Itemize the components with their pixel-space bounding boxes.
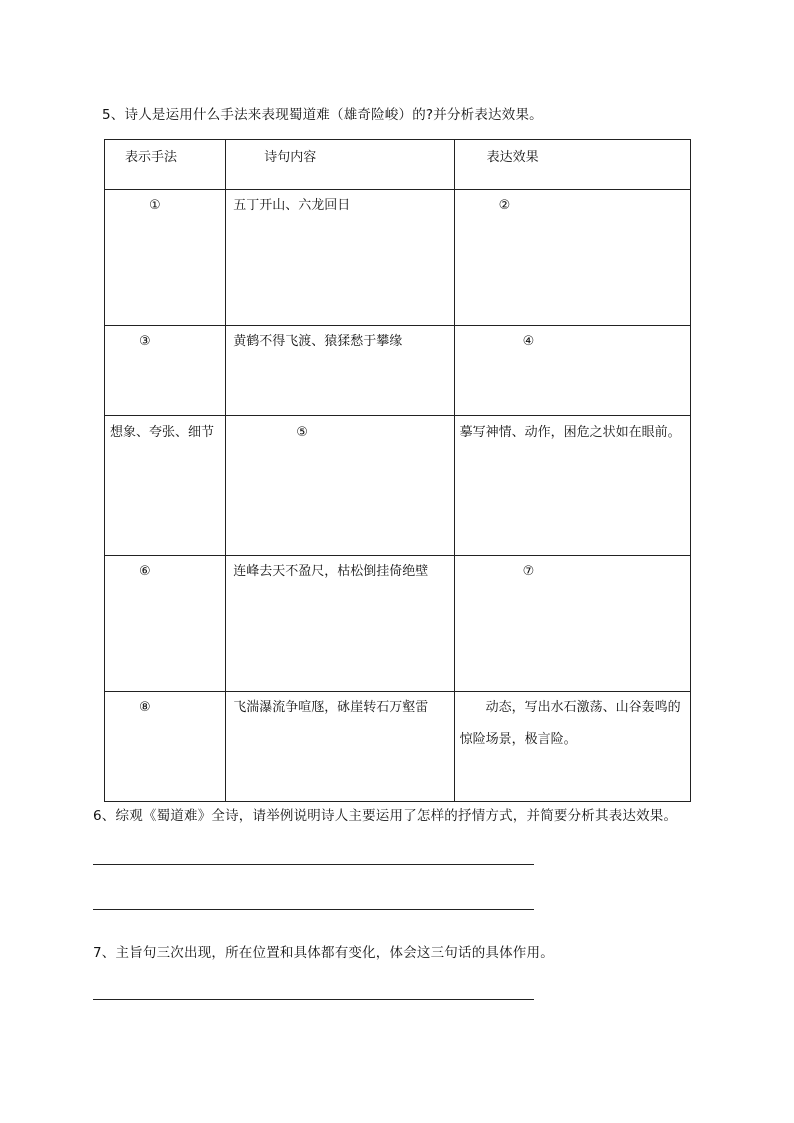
cell-content: 飞湍瀑流争喧豗，砯崖转石万壑雷 xyxy=(226,692,454,802)
cell-effect: ⑦ xyxy=(454,556,690,692)
header-effect: 表达效果 xyxy=(454,140,690,190)
header-content: 诗句内容 xyxy=(226,140,454,190)
table-row xyxy=(105,416,691,556)
question-5: 5、诗人是运用什么手法来表现蜀道难（雄奇险峻）的?并分析表达效果。 xyxy=(102,107,543,123)
table-row xyxy=(105,326,691,416)
question-7: 7、主旨句三次出现，所在位置和具体都有变化，体会这三句话的具体作用。 xyxy=(93,945,554,961)
cell-content: 黄鹤不得飞渡、猿猱愁于攀缘 xyxy=(226,326,454,416)
table-row xyxy=(105,692,691,802)
answer-line[interactable] xyxy=(93,864,534,865)
cell-effect: ② xyxy=(454,190,690,326)
cell-content: 五丁开山、六龙回日 xyxy=(226,190,454,326)
cell-content: 连峰去天不盈尺，枯松倒挂倚绝壁 xyxy=(226,556,454,692)
answer-line[interactable] xyxy=(93,909,534,910)
table-header-row xyxy=(105,140,691,190)
question-6: 6、综观《蜀道难》全诗，请举例说明诗人主要运用了怎样的抒情方式，并简要分析其表达效果。 xyxy=(93,808,678,824)
cell-method: ③ xyxy=(105,326,226,416)
answer-table xyxy=(104,139,691,802)
cell-effect: 摹写神情、动作，困危之状如在眼前。 xyxy=(454,416,690,556)
cell-effect: ④ xyxy=(454,326,690,416)
cell-method: ⑥ xyxy=(105,556,226,692)
table-row xyxy=(105,556,691,692)
cell-effect: 动态，写出水石激荡、山谷轰鸣的惊险场景，极言险。 xyxy=(454,692,690,802)
cell-method: ⑧ xyxy=(105,692,226,802)
cell-method: ① xyxy=(105,190,226,326)
answer-line[interactable] xyxy=(93,999,534,1000)
cell-method: 想象、夸张、细节 xyxy=(105,416,226,556)
header-method: 表示手法 xyxy=(105,140,226,190)
table-row xyxy=(105,190,691,326)
cell-content: ⑤ xyxy=(226,416,454,556)
